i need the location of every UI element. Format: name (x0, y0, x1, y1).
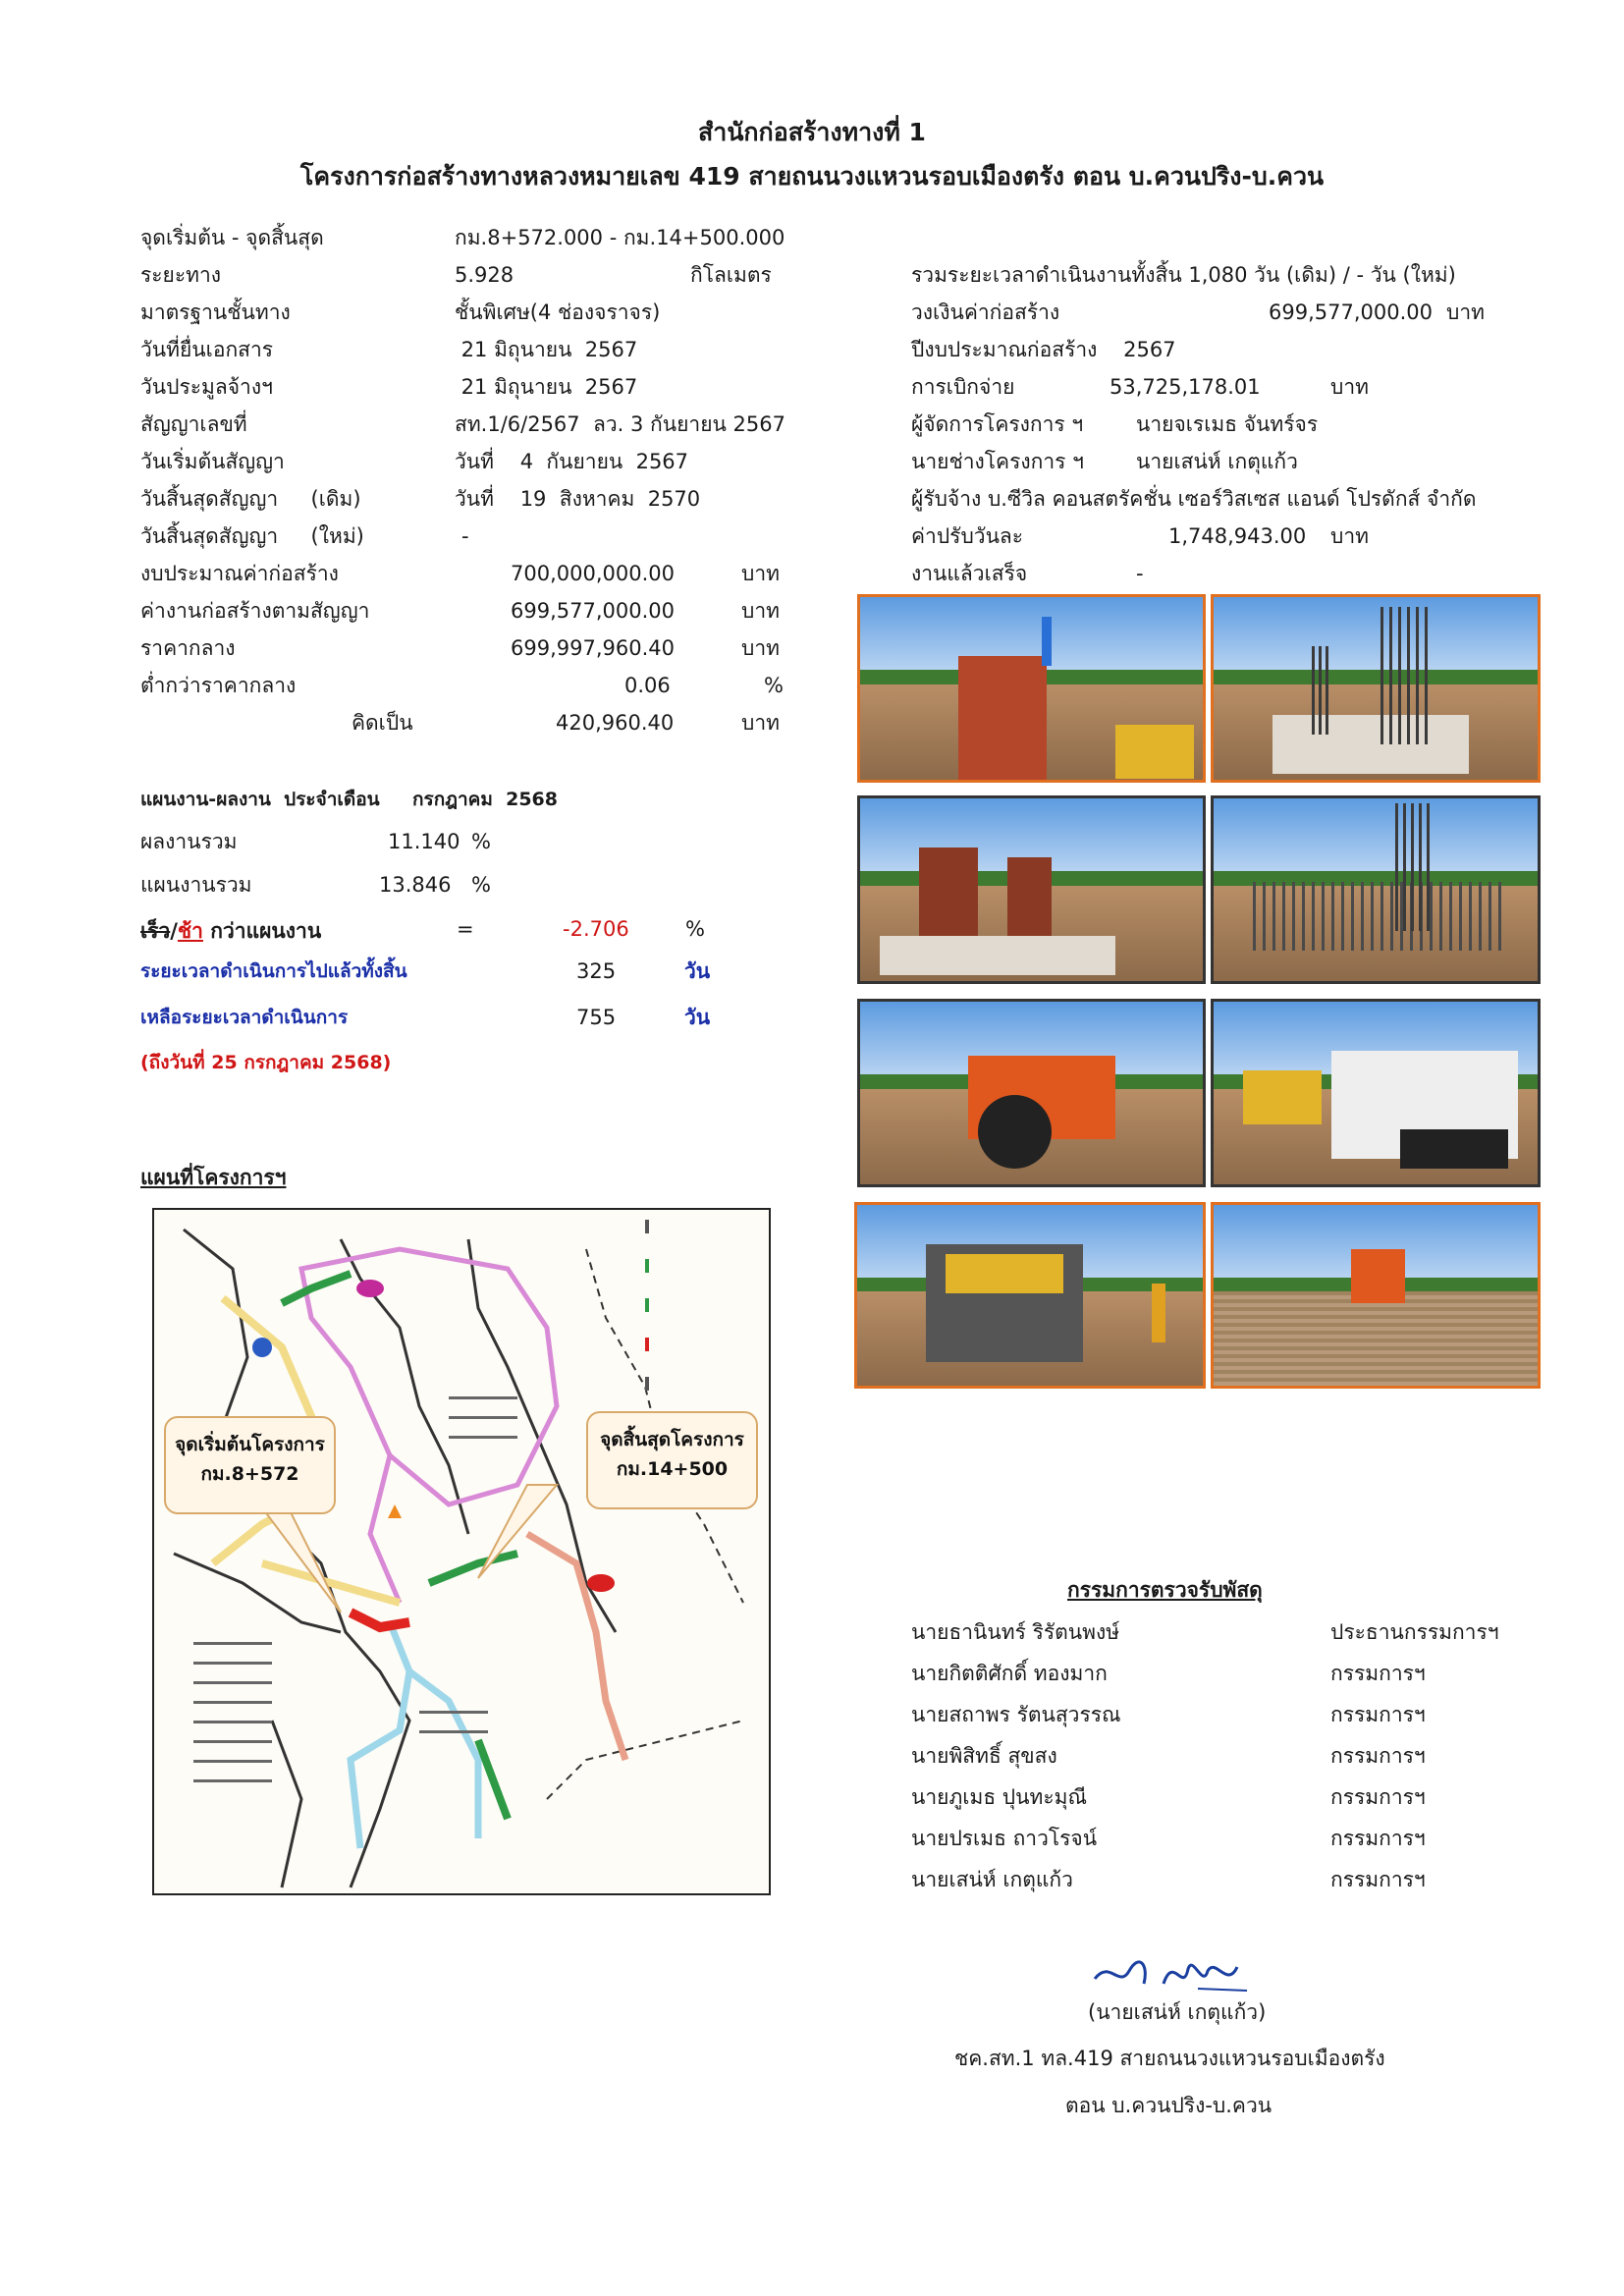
diff-value: -2.706 (563, 917, 629, 941)
penalty-label: ค่าปรับวันละ (911, 524, 1024, 548)
budget-unit: บาท (741, 636, 780, 660)
photo-rebar-column (1211, 594, 1541, 783)
budget-value: 420,960.40 (556, 711, 675, 735)
start-callout (164, 1416, 336, 1514)
map-title: แผนที่โครงการฯ (140, 1166, 287, 1189)
slash-text: / (170, 919, 178, 943)
member-name: นายภูเมธ ปุนทะมุณี (911, 1785, 1087, 1809)
duration-text: รวมระยะเวลาดำเนินงานทั้งสิ้น 1,080 วัน (เดิม) / - วัน (ใหม่) (911, 263, 1456, 287)
disbursement-unit: บาท (1330, 375, 1369, 399)
start-label: จุดเริ่มต้นโครงการ (175, 1434, 325, 1455)
remaining-label: เหลือระยะเวลาดำเนินการ (140, 1007, 349, 1028)
member-role: กรรมการฯ (1330, 1827, 1426, 1850)
remaining-value: 755 (576, 1006, 617, 1029)
contract-amount-value: 699,577,000.00 (1269, 301, 1433, 324)
member-name: นายปรเมธ ถาวโรจน์ (911, 1827, 1098, 1850)
as-of-date: (ถึงวันที่ 25 กรกฎาคม 2568) (140, 1052, 392, 1073)
budget-label: ค่างานก่อสร้างตามสัญญา (140, 599, 370, 623)
member-name: นายธานินทร์ ริรัตนพงษ์ (911, 1620, 1120, 1644)
plan-label: แผนงานรวม (140, 873, 252, 897)
info-value: วันที่ 4 กันยายน 2567 (455, 450, 689, 473)
signer-section: ตอน บ.ควนปริง-บ.ควน (1065, 2094, 1272, 2117)
info-label: มาตรฐานชั้นทาง (140, 301, 291, 324)
budget-value: 700,000,000.00 (511, 562, 675, 585)
signer-name: (นายเสน่ห์ เกตุแก้ว) (1088, 2000, 1267, 2024)
committee-title: กรรมการตรวจรับพัสดุ (1067, 1578, 1263, 1602)
member-role: กรรมการฯ (1330, 1868, 1426, 1891)
start-km: กม.8+572 (200, 1463, 299, 1485)
info-unit: กิโลเมตร (690, 263, 772, 287)
fiscal-year: ปีงบประมาณก่อสร้าง 2567 (911, 338, 1176, 361)
budget-value: 0.06 (624, 674, 671, 697)
actual-label: ผลงานรวม (140, 830, 238, 853)
photo-recycler-machine (1211, 999, 1541, 1187)
engineer-label: นายช่างโครงการ ฯ (911, 450, 1084, 473)
info-label: จุดเริ่มต้น - จุดสิ้นสุด (140, 226, 324, 249)
info-value: วันที่ 19 สิงหาคม 2570 (455, 487, 701, 511)
budget-label: ราคากลาง (140, 636, 236, 660)
info-label: วันที่ยื่นเอกสาร (140, 338, 274, 361)
project-map (152, 1208, 771, 1895)
budget-value: 699,997,960.40 (511, 636, 675, 660)
project-title: โครงการก่อสร้างทางหลวงหมายเลข 419 สายถนนวงแหวนรอบเมืองตรัง ตอน บ.ควนปริง-บ.ควน (299, 162, 1325, 191)
photo-concrete-pillars (857, 795, 1206, 984)
member-name: นายสถาพร รัตนสุวรรณ (911, 1703, 1121, 1726)
info-value: - (461, 524, 469, 548)
info-value: กม.8+572.000 - กม.14+500.000 (455, 226, 785, 249)
info-value: 5.928 (455, 263, 514, 287)
progress-month: กรกฎาคม 2568 (412, 789, 558, 810)
signer-position: ชค.สท.1 ทล.419 สายถนนวงแหวนรอบเมืองตรัง (954, 2047, 1385, 2070)
photo-compactor-rear (854, 1202, 1206, 1389)
budget-unit: บาท (741, 599, 780, 623)
signature-icon (1090, 1949, 1257, 1998)
budget-label: ต่ำกว่าราคากลาง (140, 674, 297, 697)
info-value: สท.1/6/2567 ลว. 3 กันยายน 2567 (455, 412, 785, 436)
elapsed-value: 325 (576, 959, 617, 983)
budget-unit: บาท (741, 711, 780, 735)
budget-label: คิดเป็น (352, 711, 413, 735)
member-role: กรรมการฯ (1330, 1744, 1426, 1768)
completed-value: - (1136, 562, 1144, 585)
elapsed-label: ระยะเวลาดำเนินการไปแล้วทั้งสิ้น (140, 960, 407, 982)
photo-rebar-work (1211, 795, 1541, 984)
manager-label: ผู้จัดการโครงการ ฯ (911, 412, 1084, 436)
contractor-text: ผู้รับจ้าง บ.ซีวิล คอนสตรัคชั่น เซอร์วิสเซส แอนด์ โปรดักส์ จำกัด (911, 487, 1477, 511)
info-label: สัญญาเลขที่ (140, 412, 247, 436)
end-km: กม.14+500 (616, 1458, 729, 1480)
engineer-value: นายเสน่ห์ เกตุแก้ว (1136, 450, 1298, 473)
info-value: 21 มิถุนายน 2567 (455, 338, 638, 361)
diff-pct: % (685, 917, 705, 941)
info-value: 21 มิถุนายน 2567 (455, 375, 638, 399)
elapsed-unit: วัน (684, 959, 711, 983)
member-name: นายพิสิทธิ์ สุขสง (911, 1744, 1057, 1768)
plan-pct: % (471, 873, 491, 897)
completed-label: งานแล้วเสร็จ (911, 562, 1028, 585)
info-label: วันสิ้นสุดสัญญา (เดิม) (140, 487, 361, 511)
vs-plan-text: กว่าแผนงาน (202, 919, 322, 943)
ahead-behind-label (140, 917, 321, 945)
info-label: วันเริ่มต้นสัญญา (140, 450, 285, 473)
plan-value: 13.846 (379, 873, 452, 897)
info-label: วันประมูลจ้างฯ (140, 375, 273, 399)
member-name: นายเสน่ห์ เกตุแก้ว (911, 1868, 1073, 1891)
end-label: จุดสิ้นสุดโครงการ (600, 1429, 744, 1450)
disbursement-value: 53,725,178.01 (1110, 375, 1261, 399)
budget-unit: บาท (741, 562, 780, 585)
photo-column-formwork (857, 594, 1206, 783)
actual-pct: % (471, 830, 491, 853)
progress-header: แผนงาน-ผลงาน ประจำเดือน (140, 789, 380, 810)
budget-unit: % (764, 674, 784, 697)
end-callout (586, 1411, 758, 1509)
photo-roller-road (1211, 1202, 1541, 1389)
penalty-value: 1,748,943.00 (1168, 524, 1307, 548)
member-name: นายกิตติศักดิ์ ทองมาก (911, 1662, 1108, 1685)
disbursement-label: การเบิกจ่าย (911, 375, 1015, 399)
map-drawing (154, 1210, 769, 1893)
member-role: กรรมการฯ (1330, 1703, 1426, 1726)
equals-sign: = (457, 917, 474, 941)
budget-value: 699,577,000.00 (511, 599, 675, 623)
penalty-unit: บาท (1330, 524, 1369, 548)
behind-text: ช้า (177, 919, 203, 943)
member-role: กรรมการฯ (1330, 1785, 1426, 1809)
member-role: ประธานกรรมการฯ (1330, 1620, 1499, 1644)
contract-amount-label: วงเงินค่าก่อสร้าง (911, 301, 1060, 324)
photo-road-roller (857, 999, 1206, 1187)
info-label: วันสิ้นสุดสัญญา (ใหม่) (140, 524, 364, 548)
info-label: ระยะทาง (140, 263, 222, 287)
office-title: สำนักก่อสร้างทางที่ 1 (698, 118, 926, 146)
member-role: กรรมการฯ (1330, 1662, 1426, 1685)
info-value: ชั้นพิเศษ(4 ช่องจราจร) (455, 301, 661, 324)
contract-amount-unit: บาท (1446, 301, 1485, 324)
actual-value: 11.140 (388, 830, 460, 853)
budget-label: งบประมาณค่าก่อสร้าง (140, 562, 339, 585)
manager-value: นายจเรเมธ จันทร์จร (1136, 412, 1319, 436)
remaining-unit: วัน (684, 1006, 711, 1029)
ahead-text: เร็ว (140, 919, 171, 943)
